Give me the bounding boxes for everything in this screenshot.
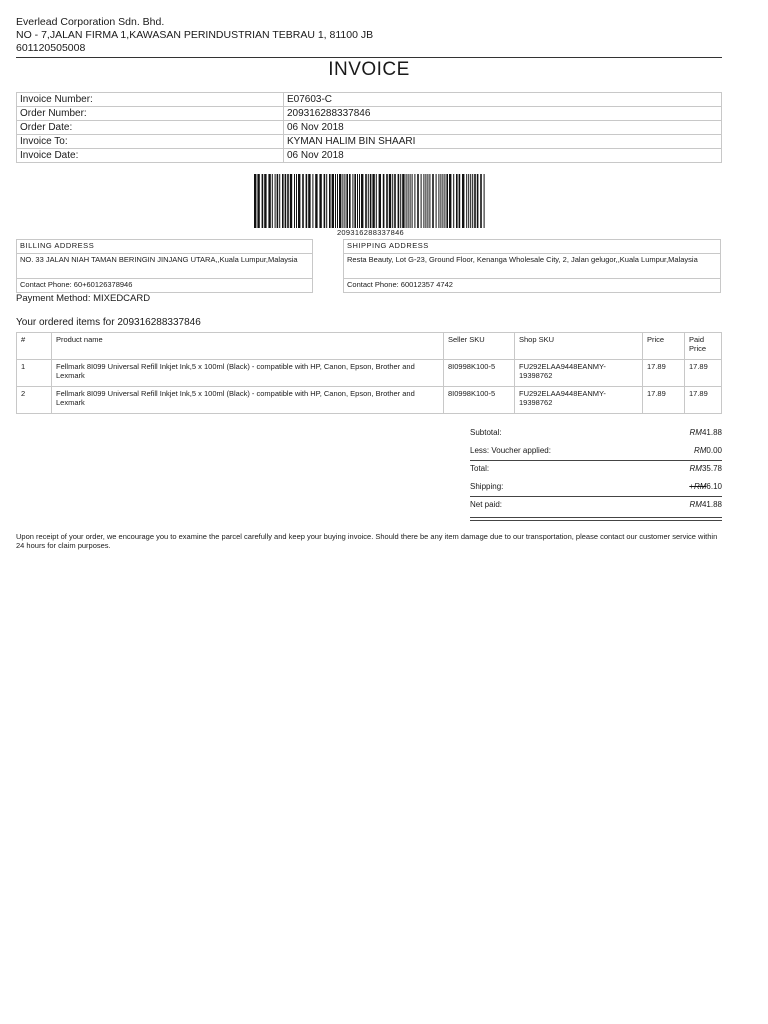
netpaid-row <box>470 497 722 515</box>
row-product: Fellmark 8I099 Universal Refill Inkjet Ink,5 x 100ml (Black) - compatible with HP, Canon, Epson, Brother and Lexmark <box>52 360 444 387</box>
shipping-amount <box>689 482 722 491</box>
info-label: Invoice To: <box>17 135 284 149</box>
voucher-currency: RM <box>693 445 707 455</box>
voucher-label: Less: Voucher applied: <box>470 445 551 455</box>
company-name: Everlead Corporation Sdn. Bhd. <box>16 16 165 28</box>
col-num: # <box>17 333 52 360</box>
info-label: Order Date: <box>17 121 284 135</box>
info-row <box>17 135 722 149</box>
total-amount <box>690 464 722 473</box>
row-product: Fellmark 8I099 Universal Refill Inkjet Ink,5 x 100ml (Black) - compatible with HP, Canon, Epson, Brother and Lexmark <box>52 387 444 414</box>
netpaid-label: Net paid: <box>470 500 503 509</box>
col-product: Product name <box>52 333 444 360</box>
row-shop-sku: FU292ELAA9448EANMY-19398762 <box>515 387 643 414</box>
subtotal-currency: RM <box>689 428 702 437</box>
payment-method: Payment Method: MIXEDCARD <box>16 293 151 304</box>
shipping-value: 6.10 <box>706 481 722 491</box>
shipping-contact: Contact Phone: 60012357 4742 <box>344 279 721 293</box>
info-row <box>17 107 722 121</box>
subtotal-row <box>470 425 722 443</box>
row-seller-sku: 8I0998K100-5 <box>444 360 515 387</box>
items-title: Your ordered items for 209316288337846 <box>16 317 201 328</box>
col-paid-price: Paid Price <box>685 333 722 360</box>
netpaid-amount <box>690 500 722 509</box>
shipping-address-box <box>343 239 721 293</box>
info-row <box>17 93 722 107</box>
info-row <box>17 149 722 163</box>
shipping-label: Shipping: <box>470 481 504 491</box>
billing-address-box <box>16 239 313 293</box>
notice-text: Upon receipt of your order, we encourage you to examine the parcel carefully and keep your buying invoice. Should there be any item damage due to our transportation, please contact our customer service within 24 hours for claim purposes. <box>16 532 718 550</box>
voucher-row <box>470 443 722 462</box>
invoice-info-table <box>16 92 722 163</box>
col-shop-sku: Shop SKU <box>515 333 643 360</box>
row-num: 1 <box>17 360 52 387</box>
info-value: KYMAN HALIM BIN SHAARI <box>284 135 722 149</box>
shipping-address: Resta Beauty, Lot G-23, Ground Floor, Kenanga Wholesale City, 2, Jalan gelugor,,Kuala Lumpur,Malaysia <box>344 254 721 279</box>
subtotal-value: 41.88 <box>701 428 722 437</box>
row-price: 17.89 <box>643 387 685 414</box>
info-value: E07603-C <box>284 93 722 107</box>
billing-header: BILLING ADDRESS <box>17 240 313 254</box>
shipping-header: SHIPPING ADDRESS <box>344 240 721 254</box>
voucher-amount <box>694 446 722 455</box>
info-label: Invoice Number: <box>17 93 284 107</box>
row-paid-price: 17.89 <box>685 387 722 414</box>
total-row <box>470 461 722 479</box>
subtotal-amount <box>690 428 722 437</box>
info-value: 06 Nov 2018 <box>284 149 722 163</box>
subtotal-label: Subtotal: <box>470 428 502 437</box>
row-num: 2 <box>17 387 52 414</box>
total-label: Total: <box>470 464 490 473</box>
row-shop-sku: FU292ELAA9448EANMY-19398762 <box>515 360 643 387</box>
billing-contact: Contact Phone: 60+60126378946 <box>17 279 313 293</box>
company-address: NO - 7,JALAN FIRMA 1,KAWASAN PERINDUSTRIAN TEBRAU 1, 81100 JB <box>16 29 374 41</box>
row-price: 17.89 <box>643 360 685 387</box>
info-value: 209316288337846 <box>284 107 722 121</box>
col-seller-sku: Seller SKU <box>444 333 515 360</box>
company-phone: 601120505008 <box>16 42 86 54</box>
totals-section <box>470 425 722 521</box>
total-value: 35.78 <box>701 464 722 473</box>
barcode-image <box>254 174 487 228</box>
netpaid-value: 41.88 <box>701 500 722 509</box>
barcode-number: 209316288337846 <box>336 228 405 237</box>
shipping-row <box>470 479 722 498</box>
info-value: 06 Nov 2018 <box>284 121 722 135</box>
netpaid-currency: RM <box>689 500 702 509</box>
totals-double-rule <box>470 517 722 521</box>
page-title: INVOICE <box>328 59 410 80</box>
items-header-row <box>17 333 722 360</box>
total-currency: RM <box>689 464 702 473</box>
shipping-currency: +RM <box>689 481 707 491</box>
info-label: Order Number: <box>17 107 284 121</box>
header-divider <box>16 57 722 58</box>
table-row <box>17 360 722 387</box>
row-seller-sku: 8I0998K100-5 <box>444 387 515 414</box>
table-row <box>17 387 722 414</box>
items-table <box>16 332 722 414</box>
row-paid-price: 17.89 <box>685 360 722 387</box>
voucher-value: 0.00 <box>706 445 722 455</box>
company-header <box>16 16 373 55</box>
info-label: Invoice Date: <box>17 149 284 163</box>
billing-address: NO. 33 JALAN NIAH TAMAN BERINGIN JINJANG UTARA,,Kuala Lumpur,Malaysia <box>17 254 313 279</box>
info-row <box>17 121 722 135</box>
col-price: Price <box>643 333 685 360</box>
